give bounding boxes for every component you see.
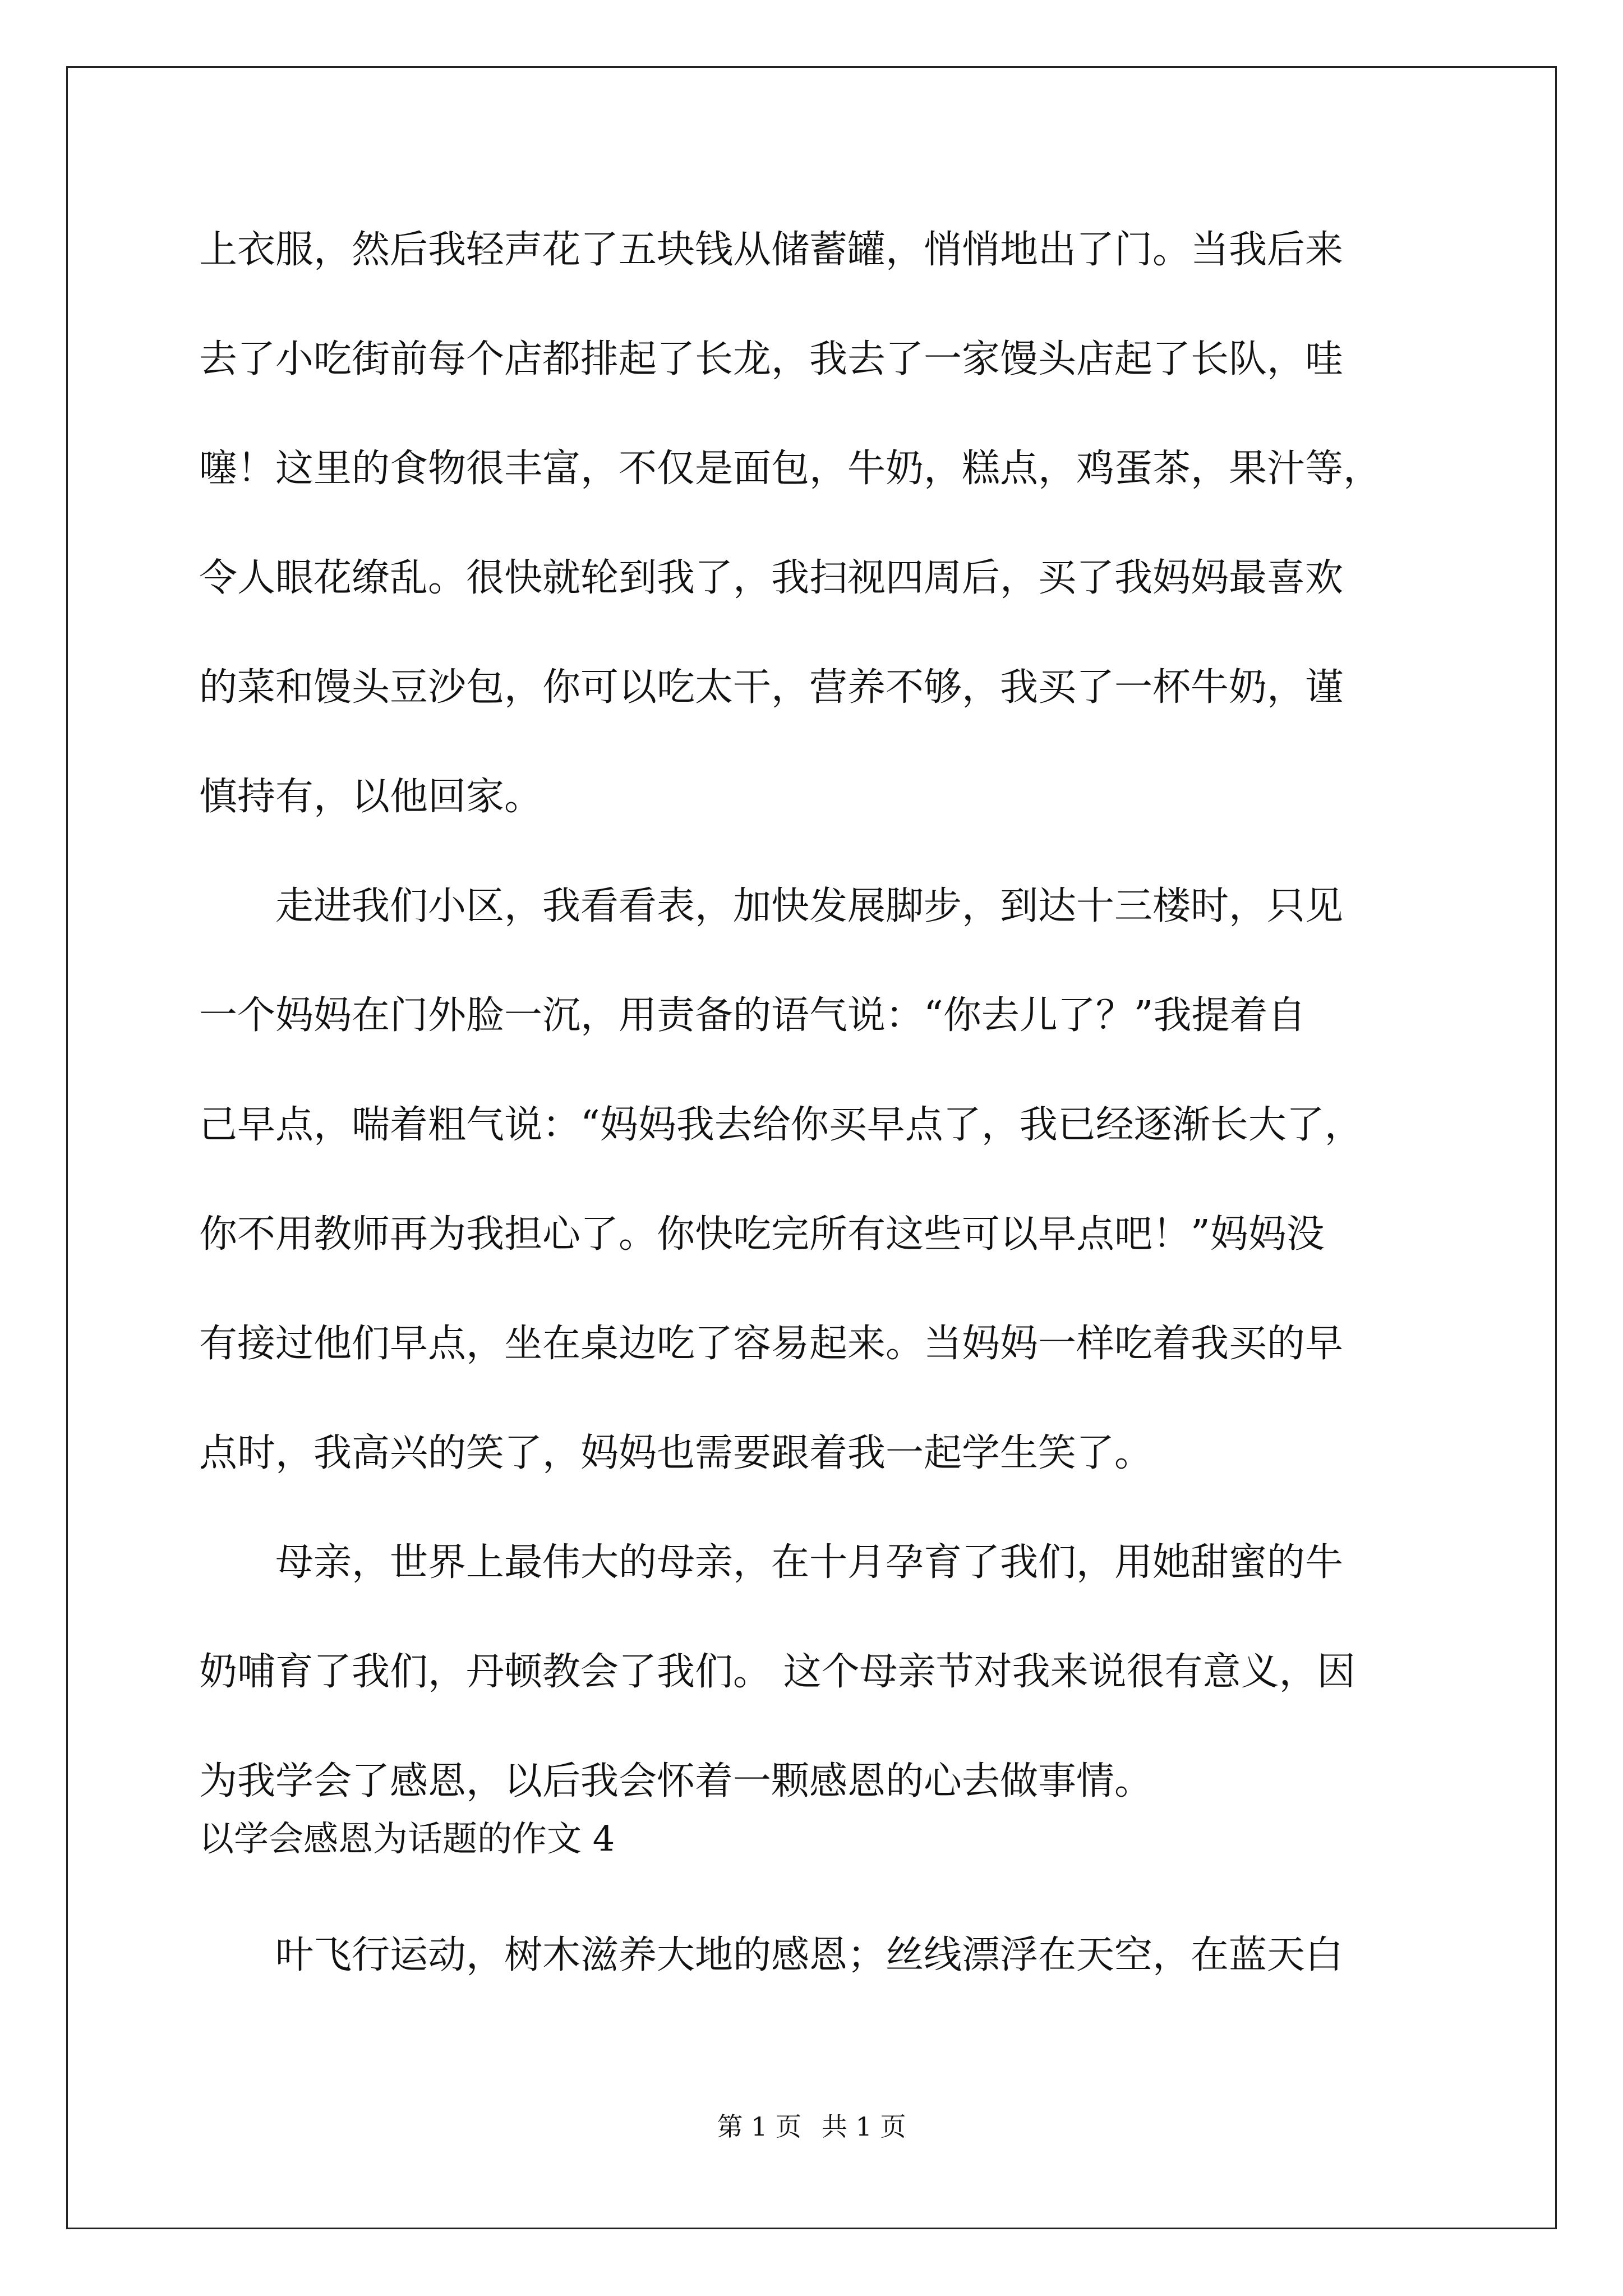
text-line: 令人眼花缭乱。很快就轮到我了，我扫视四周后，买了我妈妈最喜欢 [199,556,1344,600]
page-total: 共 1 页 [822,2111,906,2142]
page-number: 第 1 页 [717,2111,801,2142]
text-line: 慎持有，以他回家。 [199,775,543,819]
text-line: 噻！这里的食物很丰富，不仅是面包，牛奶，糕点，鸡蛋茶，果汁等， [199,447,1382,491]
text-line: 去了小吃街前每个店都排起了长龙，我去了一家馒头店起了长队，哇 [199,337,1344,381]
text-line: 走进我们小区，我看看表，加快发展脚步，到达十三楼时，只见 [199,884,1344,928]
section-heading: 以学会感恩为话题的作文 4 [199,1818,615,1859]
body-text-block-2 [199,1901,1438,2010]
text-line: 奶哺育了我们，丹顿教会了我们。 这个母亲节对我来说很有意义，因 [199,1650,1355,1694]
text-line: 为我学会了感恩，以后我会怀着一颗感恩的心去做事情。 [199,1759,1153,1803]
text-line: 的菜和馒头豆沙包，你可以吃太干，营养不够，我买了一杯牛奶，谨 [199,665,1344,710]
text-line: 叶飞行运动，树木滋养大地的感恩；丝线漂浮在天空，在蓝天白 [199,1933,1344,1977]
text-line: 你不用教师再为我担心了。你快吃完所有这些可以早点吧！”妈妈没 [199,1212,1325,1257]
text-line: 有接过他们早点，坐在桌边吃了容易起来。当妈妈一样吃着我买的早 [199,1322,1344,1366]
text-line: 己早点，喘着粗气说：“妈妈我去给你买早点了，我已经逐渐长大了， [199,1103,1363,1147]
text-line: 上衣服，然后我轻声花了五块钱从储蓄罐，悄悄地出了门。当我后来 [199,228,1344,272]
body-text-block-1 [199,195,1438,1836]
text-line: 点时，我高兴的笑了，妈妈也需要跟着我一起学生笑了。 [199,1431,1153,1475]
page-footer [0,2106,1623,2143]
text-line: 一个妈妈在门外脸一沉，用责备的语气说：“你去儿了？”我提着自 [199,993,1306,1038]
text-line: 母亲，世界上最伟大的母亲，在十月孕育了我们，用她甜蜜的牛 [199,1540,1344,1585]
